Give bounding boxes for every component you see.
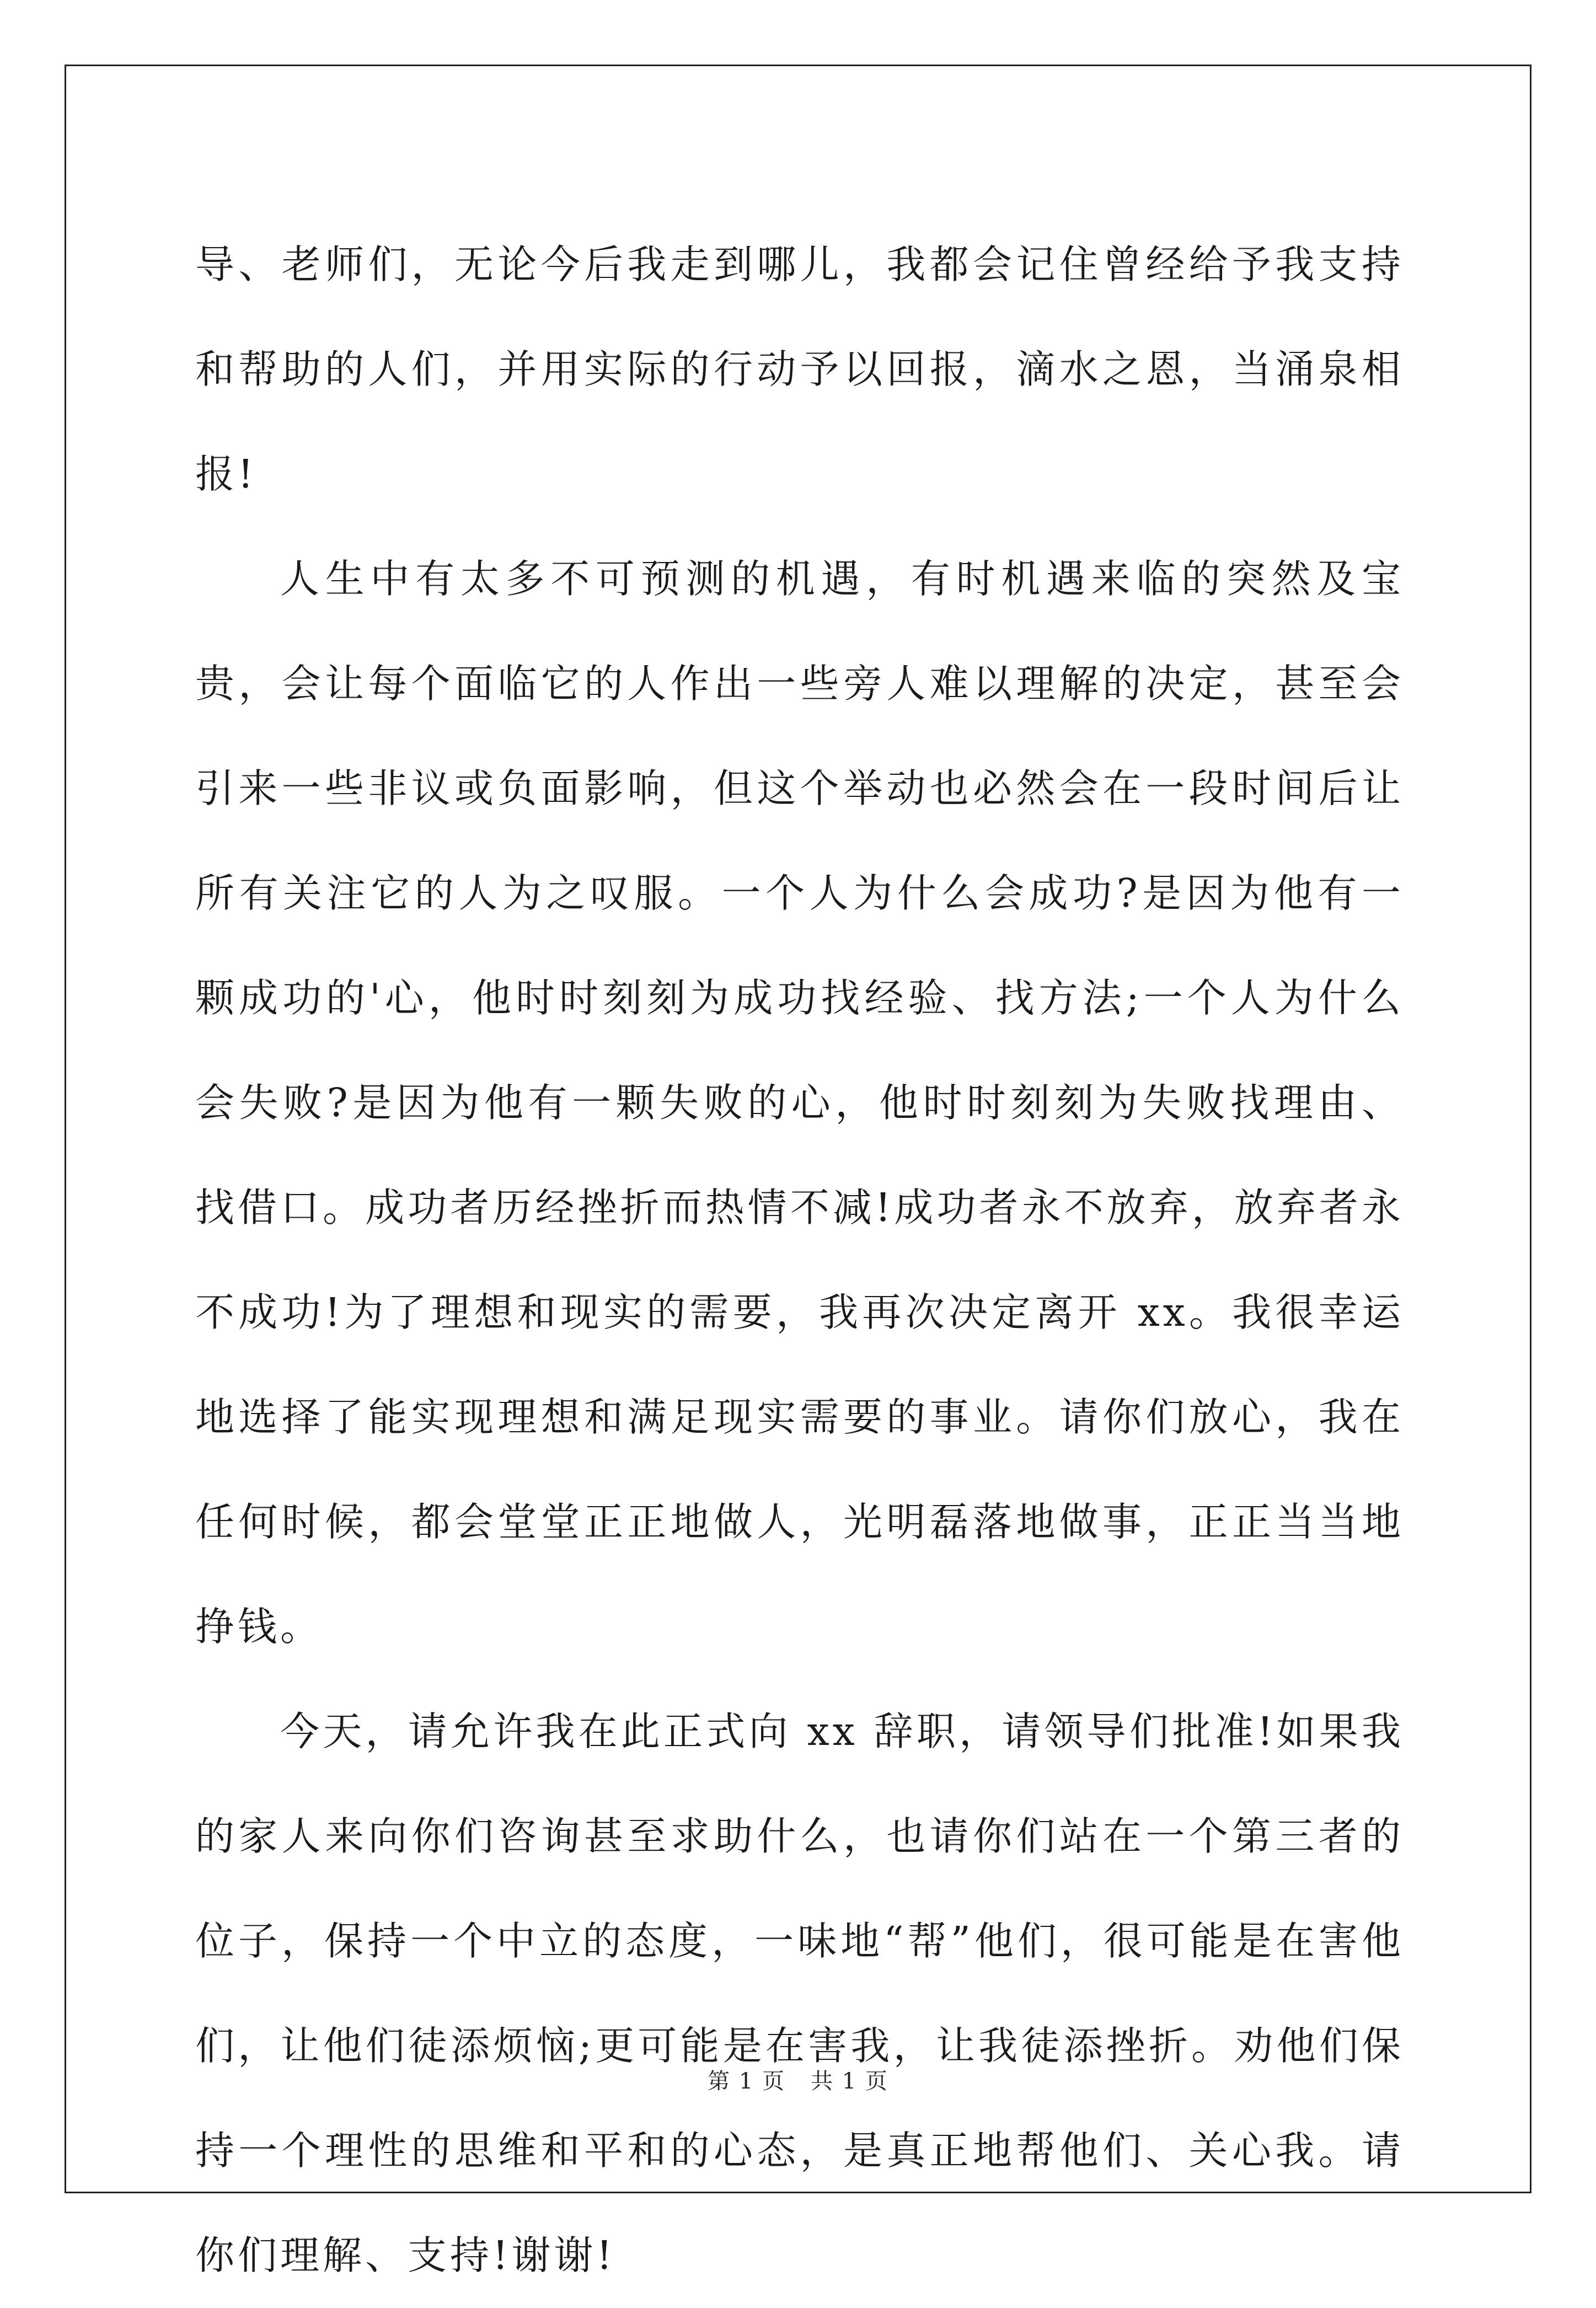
paragraph-1: 导、老师们，无论今后我走到哪儿，我都会记住曾经给予我支持和帮助的人们，并用实际的行动予以回报，滴水之恩，当涌泉相报! — [195, 242, 1404, 497]
page-total: 共 1 页 — [811, 2069, 888, 2094]
paragraph-2: 人生中有太多不可预测的机遇，有时机遇来临的突然及宝贵，会让每个面临它的人作出一些旁人难以理解的决定，甚至会引来一些非议或负面影响，但这个举动也必然会在一段时间后让所有关注它的人为之叹服。一个人为什么会成功?是因为他有一颗成功的'心，他时时刻刻为成功找经验、找方法;一个人为什么会失败?是因为他有一颗失败的心，他时时刻刻为失败找理由、找借口。成功者历经挫折而热情不减!成功者永不放弃，放弃者永不成功!为了理想和现实的需要，我再次决定离开 xx。我很幸运地选择了能实现理想和满足现实需要的事业。请你们放心，我在任何时候，都会堂堂正正地做人，光明磊落地做事，正正当当地挣钱。 — [195, 556, 1404, 1650]
document-body — [195, 212, 1404, 2308]
paragraph-3: 今天，请允许我在此正式向 xx 辞职，请领导们批准!如果我的家人来向你们咨询甚至求助什么，也请你们站在一个第三者的位子，保持一个中立的态度，一味地“帮”他们，很可能是在害他们，让他们徒添烦恼;更可能是在害我，让我徒添挫折。劝他们保持一个理性的思维和平和的心态，是真正地帮他们、关心我。请你们理解、支持!谢谢! — [195, 1709, 1404, 2278]
page-number: 第 1 页 — [708, 2069, 785, 2094]
page-footer — [0, 2064, 1596, 2095]
